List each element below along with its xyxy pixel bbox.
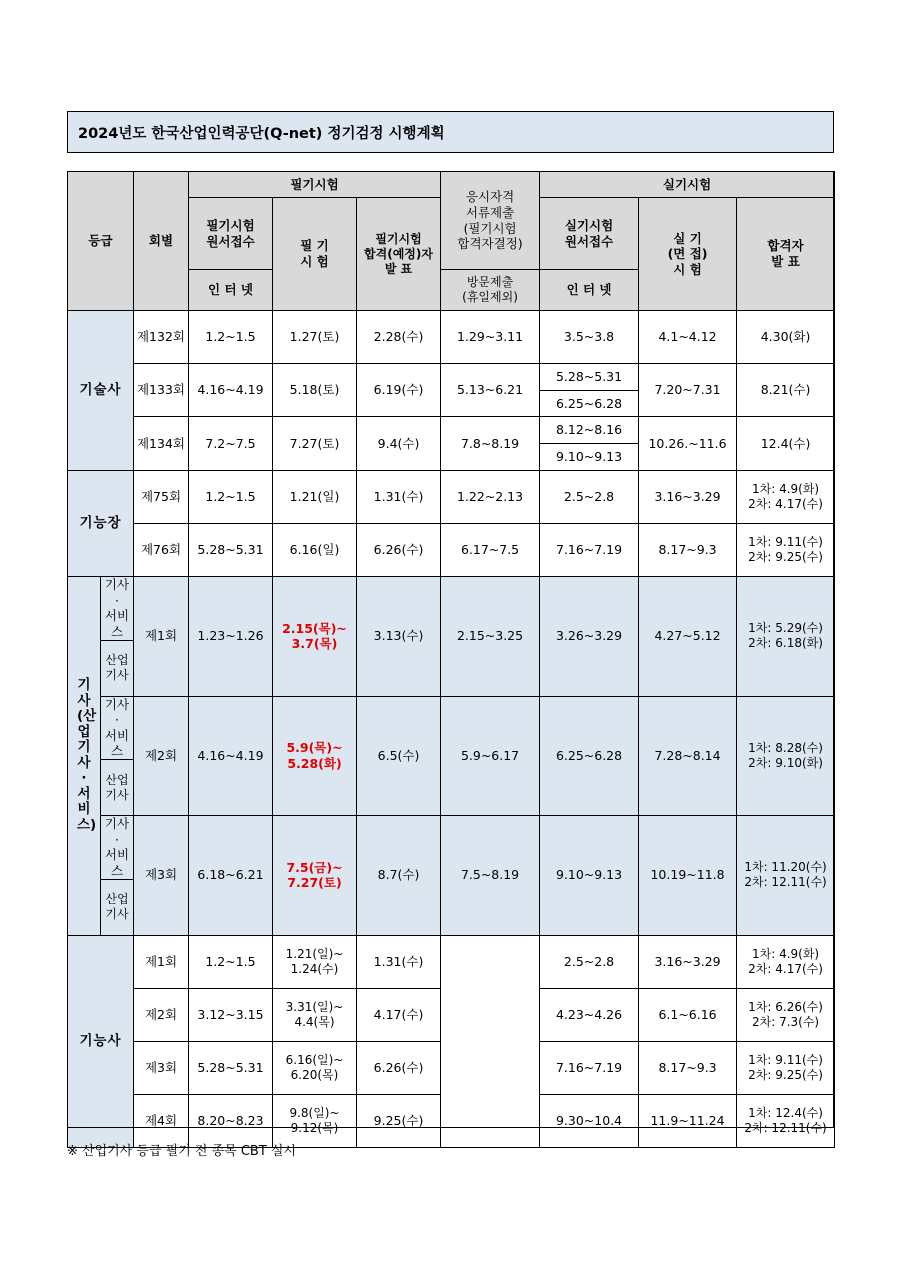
header-written-result: 필기시험 합격(예정)자 발 표 [357, 198, 441, 311]
subgrade-gisa-service: 기사 · 서비스 [101, 577, 134, 641]
written-apply-cell: 1.2~1.5 [189, 471, 273, 524]
final-result-cell: 8.21(수) [737, 364, 835, 417]
written-result-cell: 6.19(수) [357, 364, 441, 417]
final-result-cell: 1차: 6.26(수) 2차: 7.3(수) [737, 988, 835, 1041]
round-cell: 제134회 [134, 417, 189, 471]
final-result-cell: 1차: 11.20(수) 2차: 12.11(수) [737, 816, 835, 936]
docs-cell: 6.17~7.5 [441, 524, 540, 577]
written-apply-cell: 7.2~7.5 [189, 417, 273, 471]
written-result-cell: 3.13(수) [357, 577, 441, 697]
final-result-cell: 12.4(수) [737, 417, 835, 471]
header-practical-apply: 실기시험 원서접수 [540, 198, 639, 270]
final-result-cell: 1차: 4.9(화) 2차: 4.17(수) [737, 471, 835, 524]
practical-apply-cell: 3.5~3.8 [540, 311, 639, 364]
practical-exam-cell: 4.27~5.12 [639, 577, 737, 697]
practical-apply-cell: 9.10~9.13 [540, 816, 639, 936]
practical-exam-cell: 11.9~11.24 [639, 1094, 737, 1147]
practical-apply-cell: 2.5~2.8 [540, 935, 639, 988]
docs-cell: 5.13~6.21 [441, 364, 540, 417]
written-apply-cell: 8.20~8.23 [189, 1094, 273, 1147]
written-apply-cell: 5.28~5.31 [189, 524, 273, 577]
practical-apply-cell: 4.23~4.26 [540, 988, 639, 1041]
round-cell: 제2회 [134, 696, 189, 816]
header-round: 회별 [134, 172, 189, 311]
final-result-cell: 1차: 4.9(화) 2차: 4.17(수) [737, 935, 835, 988]
practical-exam-cell: 4.1~4.12 [639, 311, 737, 364]
practical-exam-cell: 3.16~3.29 [639, 471, 737, 524]
written-apply-cell: 5.28~5.31 [189, 1041, 273, 1094]
docs-cell: 2.15~3.25 [441, 577, 540, 697]
written-exam-cell: 3.31(일)~ 4.4(목) [273, 988, 357, 1041]
round-cell: 제75회 [134, 471, 189, 524]
written-exam-cell: 7.5(금)~ 7.27(토) [273, 816, 357, 936]
final-result-cell: 1차: 9.11(수) 2차: 9.25(수) [737, 1041, 835, 1094]
round-cell: 제3회 [134, 816, 189, 936]
final-result-cell: 1차: 8.28(수) 2차: 9.10(화) [737, 696, 835, 816]
written-apply-cell: 1.2~1.5 [189, 935, 273, 988]
docs-cell: 1.22~2.13 [441, 471, 540, 524]
written-apply-cell: 3.12~3.15 [189, 988, 273, 1041]
written-result-cell: 6.26(수) [357, 1041, 441, 1094]
docs-empty-cell [441, 935, 540, 1147]
docs-cell: 1.29~3.11 [441, 311, 540, 364]
header-practical-group: 실기시험 [540, 172, 835, 198]
final-result-cell: 1차: 12.4(수) 2차: 12.11(수) [737, 1094, 835, 1147]
written-result-cell: 2.28(수) [357, 311, 441, 364]
written-exam-cell: 7.27(토) [273, 417, 357, 471]
practical-apply-cell: 3.26~3.29 [540, 577, 639, 697]
written-apply-cell: 4.16~4.19 [189, 364, 273, 417]
round-cell: 제2회 [134, 988, 189, 1041]
written-exam-cell: 2.15(목)~ 3.7(목) [273, 577, 357, 697]
subgrade-gisa-service: 기사 · 서비스 [101, 816, 134, 880]
header-grade: 등급 [68, 172, 134, 311]
round-cell: 제4회 [134, 1094, 189, 1147]
header-written-exam: 필 기 시 험 [273, 198, 357, 311]
written-apply-cell: 1.2~1.5 [189, 311, 273, 364]
final-result-cell: 1차: 5.29(수) 2차: 6.18(화) [737, 577, 835, 697]
practical-apply-cell: 7.16~7.19 [540, 1041, 639, 1094]
practical-apply-cell: 2.5~2.8 [540, 471, 639, 524]
subgrade-gisa-service: 기사 · 서비스 [101, 696, 134, 760]
final-result-cell: 4.30(화) [737, 311, 835, 364]
written-apply-cell: 4.16~4.19 [189, 696, 273, 816]
written-apply-cell: 6.18~6.21 [189, 816, 273, 936]
practical-apply-split [540, 417, 639, 471]
docs-cell: 7.5~8.19 [441, 816, 540, 936]
footnote: ※ 산업기사 등급 필기 전 종목 CBT 실시 [67, 1144, 297, 1159]
practical-apply-cell: 6.25~6.28 [540, 391, 639, 417]
practical-apply-cell: 7.16~7.19 [540, 524, 639, 577]
round-cell: 제1회 [134, 935, 189, 988]
practical-exam-cell: 10.19~11.8 [639, 816, 737, 936]
practical-exam-cell: 7.20~7.31 [639, 364, 737, 417]
practical-exam-cell: 8.17~9.3 [639, 524, 737, 577]
practical-apply-cell: 6.25~6.28 [540, 696, 639, 816]
subgrade-sanup-gisa: 산업 기사 [101, 760, 134, 816]
grade-gisa: 기사 (산업 기사 · 서비 스) [68, 577, 101, 936]
practical-exam-cell: 8.17~9.3 [639, 1041, 737, 1094]
written-exam-cell: 1.21(일)~ 1.24(수) [273, 935, 357, 988]
practical-exam-cell: 3.16~3.29 [639, 935, 737, 988]
grade-ginungjang: 기능장 [68, 471, 134, 577]
exam-schedule-table [67, 171, 835, 1148]
docs-cell: 7.8~8.19 [441, 417, 540, 471]
subgrade-sanup-gisa: 산업 기사 [101, 879, 134, 935]
final-result-cell: 1차: 9.11(수) 2차: 9.25(수) [737, 524, 835, 577]
practical-exam-cell: 10.26.~11.6 [639, 417, 737, 471]
written-exam-cell: 9.8(일)~ 9.12(목) [273, 1094, 357, 1147]
grade-ginungsa: 기능사 [68, 935, 134, 1147]
header-practical-exam: 실 기 (면 접) 시 험 [639, 198, 737, 311]
written-result-cell: 6.26(수) [357, 524, 441, 577]
practical-apply-cell: 9.30~10.4 [540, 1094, 639, 1147]
written-result-cell: 1.31(수) [357, 935, 441, 988]
practical-exam-cell: 7.28~8.14 [639, 696, 737, 816]
practical-exam-cell: 6.1~6.16 [639, 988, 737, 1041]
header-qual-docs: 응시자격 서류제출 (필기시험 합격자결정) [441, 172, 540, 270]
header-visit: 방문제출 (휴일제외) [441, 270, 540, 311]
header-internet-2: 인 터 넷 [540, 270, 639, 311]
written-result-cell: 9.25(수) [357, 1094, 441, 1147]
subgrade-sanup-gisa: 산업 기사 [101, 640, 134, 696]
round-cell: 제132회 [134, 311, 189, 364]
written-result-cell: 1.31(수) [357, 471, 441, 524]
header-written-apply: 필기시험 원서접수 [189, 198, 273, 270]
written-result-cell: 4.17(수) [357, 988, 441, 1041]
docs-cell: 5.9~6.17 [441, 696, 540, 816]
written-exam-cell: 6.16(일) [273, 524, 357, 577]
written-exam-cell: 5.18(토) [273, 364, 357, 417]
round-cell: 제3회 [134, 1041, 189, 1094]
practical-apply-cell: 5.28~5.31 [540, 364, 639, 391]
header-written-group: 필기시험 [189, 172, 441, 198]
written-result-cell: 8.7(수) [357, 816, 441, 936]
grade-gisulsa: 기술사 [68, 311, 134, 471]
round-cell: 제76회 [134, 524, 189, 577]
written-result-cell: 6.5(수) [357, 696, 441, 816]
round-cell: 제1회 [134, 577, 189, 697]
header-internet: 인 터 넷 [189, 270, 273, 311]
written-exam-cell: 6.16(일)~ 6.20(목) [273, 1041, 357, 1094]
practical-apply-cell: 9.10~9.13 [555, 449, 623, 464]
round-cell: 제133회 [134, 364, 189, 417]
document-title: 2024년도 한국산업인력공단(Q-net) 정기검정 시행계획 [67, 111, 834, 153]
header-final-result: 합격자 발 표 [737, 198, 835, 311]
practical-apply-cell: 8.12~8.16 [540, 417, 638, 444]
written-apply-cell: 1.23~1.26 [189, 577, 273, 697]
written-exam-cell: 1.21(일) [273, 471, 357, 524]
written-exam-cell: 1.27(토) [273, 311, 357, 364]
written-exam-cell: 5.9(목)~ 5.28(화) [273, 696, 357, 816]
written-result-cell: 9.4(수) [357, 417, 441, 471]
